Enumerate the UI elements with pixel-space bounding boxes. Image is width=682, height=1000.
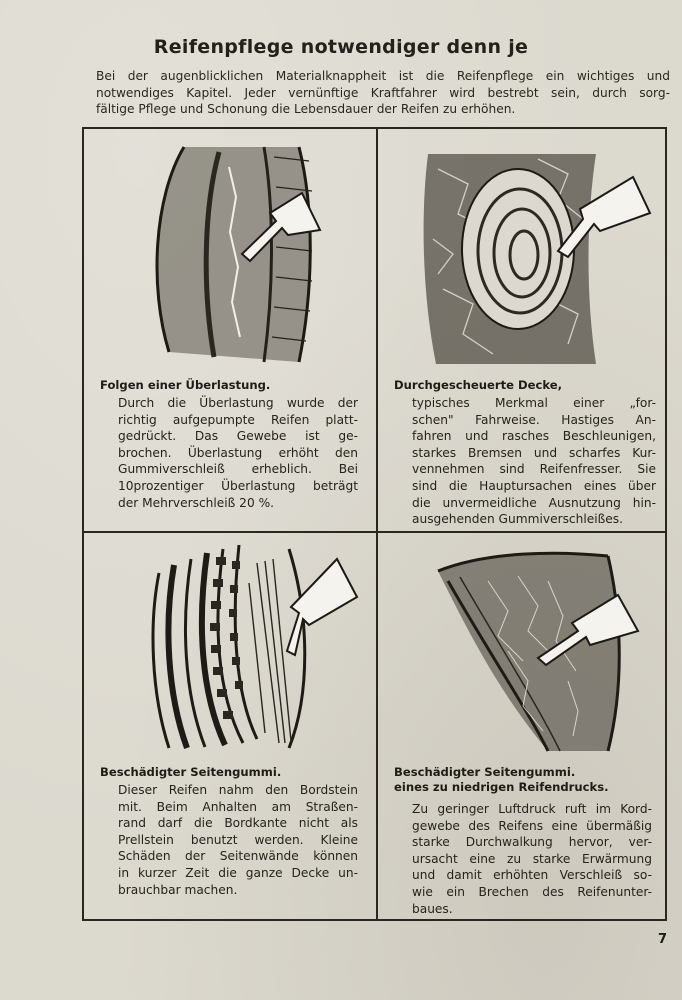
panel-body-line: rand darf die Bordkante nicht als	[118, 816, 358, 831]
panel-body-line: wie ein Brechen des Reifenunter-	[412, 884, 652, 899]
panel-body	[118, 395, 358, 511]
panel-body-line: starke Durchwalkung hervor, ver-	[412, 835, 652, 850]
panel-body-line: starkes Bremsen und scharfes Kur-	[412, 445, 656, 460]
panel-title: Beschädigter Seitengummi.	[394, 765, 576, 779]
panel-body-line: Zu geringer Luftdruck ruft im Kord-	[412, 802, 652, 816]
panel-body-line: die unvermeidliche Ausnutzung hin-	[412, 495, 656, 510]
panel-curb-damage	[84, 533, 376, 919]
panel-body-line: gedrückt. Das Gewebe ist ge-	[118, 429, 358, 444]
panel-body-line: baues.	[412, 901, 453, 916]
panel-body-line: Prellstein benutzt werden. Kleine	[118, 832, 358, 847]
panel-body-line: Durch die Überlastung wurde der	[118, 396, 358, 410]
panel-body-line: 10prozentiger Überlastung beträgt	[118, 478, 358, 493]
panel-body-line: der Mehrverschleiß 20 %.	[118, 495, 275, 510]
panel-body-line: gewebe des Reifens eine übermäßig	[412, 818, 652, 833]
panel-subtitle: eines zu niedrigen Reifendrucks.	[394, 780, 609, 794]
intro-line: notwendiges Kapitel. Jeder vernünftige Kraftfahrer wird bestrebt sein, durch sorg-	[96, 85, 670, 100]
panel-title: Durchgescheuerte Decke,	[394, 378, 563, 392]
panel-body-line: Dieser Reifen nahm den Bordstein	[118, 783, 358, 797]
panel-title: Folgen einer Überlastung.	[100, 378, 271, 392]
panel-body-line: fahren und rasches Beschleunigen,	[412, 429, 656, 444]
panel-body	[412, 395, 656, 528]
panel-body-line: und damit erhöhten Verschleiß so-	[412, 868, 652, 883]
panel-body	[412, 801, 652, 917]
panel-title: Beschädigter Seitengummi.	[100, 765, 282, 779]
intro-line: Bei der augenblicklichen Materialknappheit ist die Reifenpflege ein wichtiges und	[96, 69, 670, 83]
panel-body-line: mit. Beim Anhalten am Straßen-	[118, 799, 358, 814]
panel-body-line: in kurzer Zeit die ganze Decke un-	[118, 865, 358, 880]
panel-low-pressure	[378, 533, 667, 919]
panel-body-line: ursacht eine zu starke Erwärmung	[412, 851, 652, 866]
intro-line: fältige Pflege und Schonung die Lebensdauer der Reifen zu erhöhen.	[96, 102, 516, 116]
panel-worn-tread	[378, 129, 667, 531]
panel-body-line: Schäden der Seitenwände können	[118, 849, 358, 864]
panel-body-line: Gummiverschleiß erheblich. Bei	[118, 462, 358, 477]
panel-body-line: ausgehenden Gummiverschleißes.	[412, 512, 624, 527]
panel-body-line: schen" Fahrweise. Hastiges An-	[412, 412, 656, 427]
tire-overload-crack-illustration	[124, 137, 344, 369]
tire-curb-damaged-sidewall-illustration	[139, 543, 359, 753]
panel-body-line: sind die Hauptursachen eines über	[412, 478, 656, 493]
page-number: 7	[658, 932, 668, 947]
panel-body-line: brochen. Überlastung erhöht den	[118, 445, 358, 460]
tire-low-pressure-cord-damage-illustration	[428, 541, 658, 756]
panel-body-line: brauchbar machen.	[118, 882, 238, 897]
panel-body-line: vennehmen sind Reifenfresser. Sie	[412, 462, 656, 477]
panel-body	[118, 782, 358, 898]
intro-paragraph	[96, 68, 670, 118]
page-title: Reifenpflege notwendiger denn je	[153, 36, 529, 58]
panel-body-line: richtig aufgepumpte Reifen platt-	[118, 412, 358, 427]
tire-worn-through-tread-illustration	[418, 139, 653, 369]
illustration-grid	[82, 127, 667, 921]
panel-overload	[84, 129, 376, 531]
panel-body-line: typisches Merkmal einer „for-	[412, 396, 656, 410]
